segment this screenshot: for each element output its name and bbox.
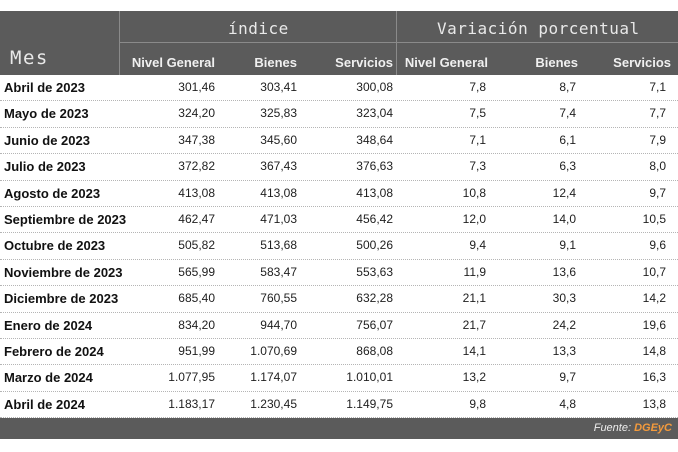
indice-bienes-cell: 367,43: [260, 159, 297, 174]
var-nivel-general-cell: 7,3: [469, 159, 486, 174]
indice-nivel-general-cell: 685,40: [178, 291, 215, 306]
table-row: [0, 392, 678, 418]
indice-servicios-cell: 1.010,01: [346, 370, 393, 385]
var-bienes-cell: 6,1: [559, 132, 576, 147]
mes-cell: Septiembre de 2023: [4, 211, 127, 227]
indice-nivel-general-cell: 413,08: [178, 185, 215, 200]
var-nivel-general-cell: 21,1: [462, 291, 486, 306]
mes-cell: Octubre de 2023: [4, 238, 106, 254]
var-servicios-cell: 8,0: [649, 159, 666, 174]
indice-nivel-general-cell: 951,99: [178, 343, 215, 358]
var-servicios-cell: 14,2: [642, 291, 666, 306]
var-nivel-general-cell: 11,9: [463, 264, 486, 279]
indice-bienes-cell: 944,70: [260, 317, 297, 332]
var-nivel-general-cell: 12,0: [462, 211, 486, 226]
var-nivel-general-cell: 9,8: [469, 396, 486, 411]
mes-cell: Mayo de 2023: [4, 106, 89, 122]
indice-servicios-cell: 348,64: [356, 132, 393, 147]
var-servicios-cell: 7,7: [649, 106, 666, 121]
mes-cell: Enero de 2024: [4, 317, 93, 333]
var-servicios-cell: 14,8: [642, 343, 666, 358]
var-bienes-cell: 9,1: [559, 238, 576, 253]
table-row: [0, 154, 678, 180]
source-name: DGEyC: [634, 422, 672, 434]
var-servicios-cell: 13,8: [642, 396, 666, 411]
indice-bienes-cell: 1.070,69: [250, 343, 297, 358]
indice-bienes-cell: 760,55: [260, 291, 297, 306]
indice-bienes-cell: 583,47: [260, 264, 297, 279]
var-bienes-cell: 7,4: [559, 106, 576, 121]
indice-servicios-cell: 500,26: [356, 238, 393, 253]
indice-servicios-cell: 1.149,75: [346, 396, 393, 411]
mes-cell: Febrero de 2024: [4, 343, 104, 359]
var-nivel-general-cell: 21,7: [462, 317, 486, 332]
col-header-var-servicios: Servicios: [613, 55, 671, 70]
mes-cell: Noviembre de 2023: [4, 264, 123, 280]
mes-column-title: Mes: [10, 47, 49, 69]
var-servicios-cell: 19,6: [642, 317, 666, 332]
table-body: [0, 75, 678, 418]
table-footer: [0, 418, 678, 439]
var-servicios-cell: 10,5: [642, 211, 666, 226]
table-row: [0, 286, 678, 312]
indice-nivel-general-cell: 1.183,17: [168, 396, 215, 411]
indice-servicios-cell: 300,08: [356, 80, 393, 94]
var-bienes-cell: 14,0: [552, 211, 576, 226]
var-servicios-cell: 9,7: [649, 185, 666, 200]
var-nivel-general-cell: 13,2: [462, 370, 486, 385]
var-bienes-cell: 9,7: [559, 370, 576, 385]
indice-bienes-cell: 303,41: [260, 80, 297, 94]
indice-bienes-cell: 325,83: [260, 106, 297, 121]
var-nivel-general-cell: 7,8: [469, 80, 486, 94]
mes-cell: Agosto de 2023: [4, 185, 101, 201]
source-note: [594, 422, 672, 434]
var-bienes-cell: 6,3: [559, 159, 576, 174]
indice-group-title: índice: [228, 19, 289, 38]
col-header-indice-nivel-general: Nivel General: [131, 55, 215, 70]
var-servicios-cell: 16,3: [642, 370, 666, 385]
indice-servicios-cell: 553,63: [356, 264, 393, 279]
var-nivel-general-cell: 10,8: [462, 185, 486, 200]
table-row: [0, 207, 678, 233]
indice-bienes-cell: 345,60: [260, 132, 297, 147]
col-header-var-bienes: Bienes: [535, 55, 578, 70]
indice-servicios-cell: 376,63: [356, 159, 393, 174]
col-header-var-nivel-general: Nivel General: [404, 55, 488, 70]
indice-nivel-general-cell: 372,82: [178, 159, 215, 174]
table-row: [0, 365, 678, 391]
source-label: Fuente:: [593, 422, 632, 434]
var-bienes-cell: 4,8: [559, 396, 576, 411]
var-servicios-cell: 10,7: [642, 264, 666, 279]
table-row: [0, 339, 678, 365]
table-row: [0, 260, 678, 286]
mes-cell: Abril de 2023: [4, 80, 85, 95]
var-servicios-cell: 9,6: [649, 238, 666, 253]
indice-servicios-cell: 413,08: [356, 185, 393, 200]
mes-cell: Marzo de 2024: [4, 370, 93, 386]
var-bienes-cell: 8,7: [559, 80, 576, 94]
indice-bienes-cell: 1.174,07: [250, 370, 297, 385]
indice-nivel-general-cell: 1.077,95: [168, 370, 215, 385]
mes-cell: Diciembre de 2023: [4, 291, 119, 307]
indice-bienes-cell: 513,68: [260, 238, 297, 253]
mes-cell: Julio de 2023: [4, 159, 86, 175]
indice-servicios-cell: 868,08: [356, 343, 393, 358]
variacion-group-title: Variación porcentual: [437, 19, 640, 38]
indice-nivel-general-cell: 324,20: [178, 106, 215, 121]
indice-servicios-cell: 456,42: [356, 211, 393, 226]
col-header-indice-bienes: Bienes: [254, 55, 297, 70]
table-row: [0, 101, 678, 127]
table-row: [0, 128, 678, 154]
indice-nivel-general-cell: 347,38: [178, 132, 215, 147]
table-row: [0, 75, 678, 101]
indice-nivel-general-cell: 834,20: [178, 317, 215, 332]
indice-bienes-cell: 413,08: [260, 185, 297, 200]
indice-nivel-general-cell: 565,99: [178, 264, 215, 279]
var-bienes-cell: 13,6: [552, 264, 576, 279]
header-divider: [120, 42, 678, 43]
var-servicios-cell: 7,1: [649, 80, 666, 94]
indice-servicios-cell: 756,07: [356, 317, 393, 332]
indice-nivel-general-cell: 462,47: [178, 211, 215, 226]
table-row: [0, 313, 678, 339]
mes-cell: Junio de 2023: [4, 132, 90, 148]
table-header: [0, 11, 678, 75]
var-nivel-general-cell: 7,5: [469, 106, 486, 121]
col-header-indice-servicios: Servicios: [335, 55, 393, 70]
var-servicios-cell: 7,9: [649, 132, 666, 147]
table-row: [0, 181, 678, 207]
var-bienes-cell: 24,2: [552, 317, 576, 332]
indice-nivel-general-cell: 505,82: [178, 238, 215, 253]
mes-cell: Abril de 2024: [4, 396, 85, 412]
var-nivel-general-cell: 14,1: [462, 343, 486, 358]
indice-servicios-cell: 632,28: [356, 291, 393, 306]
var-bienes-cell: 12,4: [552, 185, 576, 200]
indice-servicios-cell: 323,04: [356, 106, 393, 121]
table-row: [0, 233, 678, 259]
var-nivel-general-cell: 7,1: [469, 132, 486, 147]
indice-bienes-cell: 471,03: [260, 211, 297, 226]
var-nivel-general-cell: 9,4: [469, 238, 486, 253]
indice-bienes-cell: 1.230,45: [250, 396, 297, 411]
var-bienes-cell: 30,3: [552, 291, 576, 306]
var-bienes-cell: 13,3: [552, 343, 576, 358]
indice-nivel-general-cell: 301,46: [178, 80, 215, 94]
